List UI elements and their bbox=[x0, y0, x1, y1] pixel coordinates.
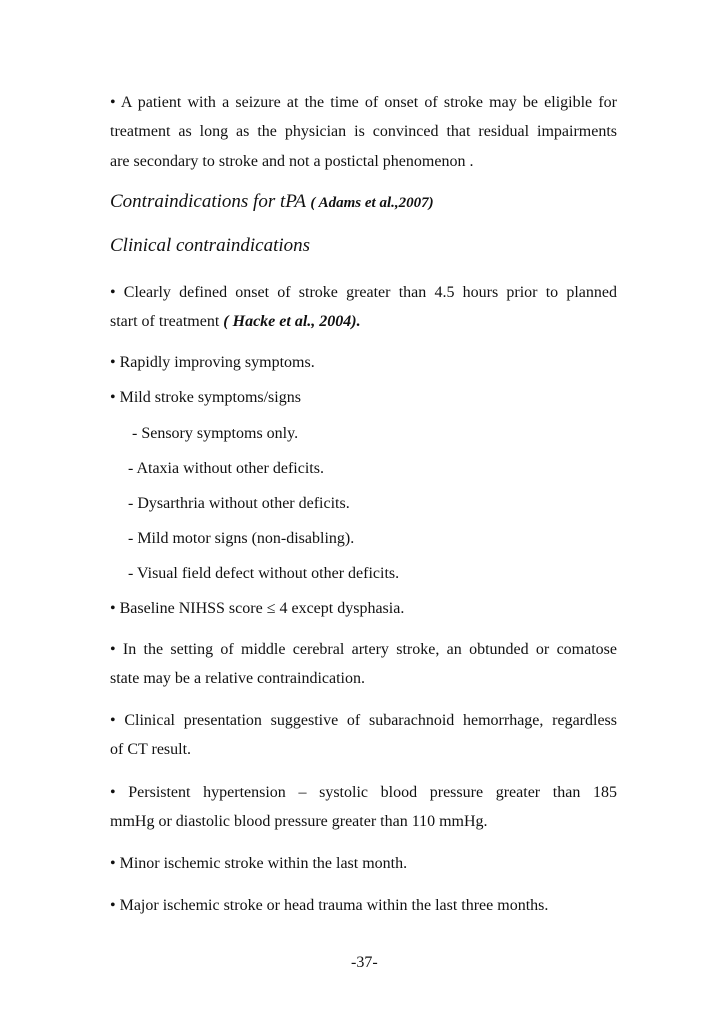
sub-item-ataxia: - Ataxia without other deficits. bbox=[128, 460, 324, 477]
sub-item-motor: - Mild motor signs (non-disabling). bbox=[128, 530, 355, 547]
improving-item: • Rapidly improving symptoms. bbox=[110, 354, 315, 371]
contraindications-heading bbox=[110, 191, 434, 214]
seizure-line-1: • A patient with a seizure at the time of onset of stroke may be eligible for bbox=[110, 94, 617, 111]
contraindications-heading-text: Contraindications for tPA bbox=[110, 191, 306, 212]
sah-line-1: • Clinical presentation suggestive of subarachnoid hemorrhage, regardless bbox=[110, 712, 617, 729]
seizure-line-3: are secondary to stroke and not a postictal phenomenon . bbox=[110, 153, 474, 170]
minor-stroke-item: • Minor ischemic stroke within the last month. bbox=[110, 855, 408, 872]
nihss-item: • Baseline NIHSS score ≤ 4 except dysphasia. bbox=[110, 600, 405, 617]
page-number: -37- bbox=[351, 954, 378, 971]
sub-item-sensory: - Sensory symptoms only. bbox=[132, 425, 299, 442]
sah-line-2: of CT result. bbox=[110, 741, 192, 758]
onset-line-2-text: start of treatment bbox=[110, 313, 220, 330]
mca-line-2: state may be a relative contraindication. bbox=[110, 670, 365, 687]
clinical-contraindications-heading: Clinical contraindications bbox=[110, 235, 311, 256]
onset-line-2 bbox=[110, 312, 361, 331]
major-stroke-item: • Major ischemic stroke or head trauma within the last three months. bbox=[110, 897, 549, 914]
mild-item: • Mild stroke symptoms/signs bbox=[110, 389, 301, 406]
hypertension-line-1: • Persistent hypertension – systolic blood pressure greater than 185 bbox=[110, 784, 617, 801]
hypertension-line-2: mmHg or diastolic blood pressure greater than 110 mmHg. bbox=[110, 813, 488, 830]
sub-item-dysarthria: - Dysarthria without other deficits. bbox=[128, 495, 350, 512]
contraindications-citation: ( Adams et al.,2007) bbox=[310, 195, 434, 211]
seizure-line-2: treatment as long as the physician is convinced that residual impairments bbox=[110, 123, 617, 140]
sub-item-visual: - Visual field defect without other deficits. bbox=[128, 565, 400, 582]
mca-line-1: • In the setting of middle cerebral artery stroke, an obtunded or comatose bbox=[110, 641, 617, 658]
onset-citation: ( Hacke et al., 2004). bbox=[223, 313, 361, 330]
onset-line-1: • Clearly defined onset of stroke greater than 4.5 hours prior to planned bbox=[110, 284, 617, 301]
